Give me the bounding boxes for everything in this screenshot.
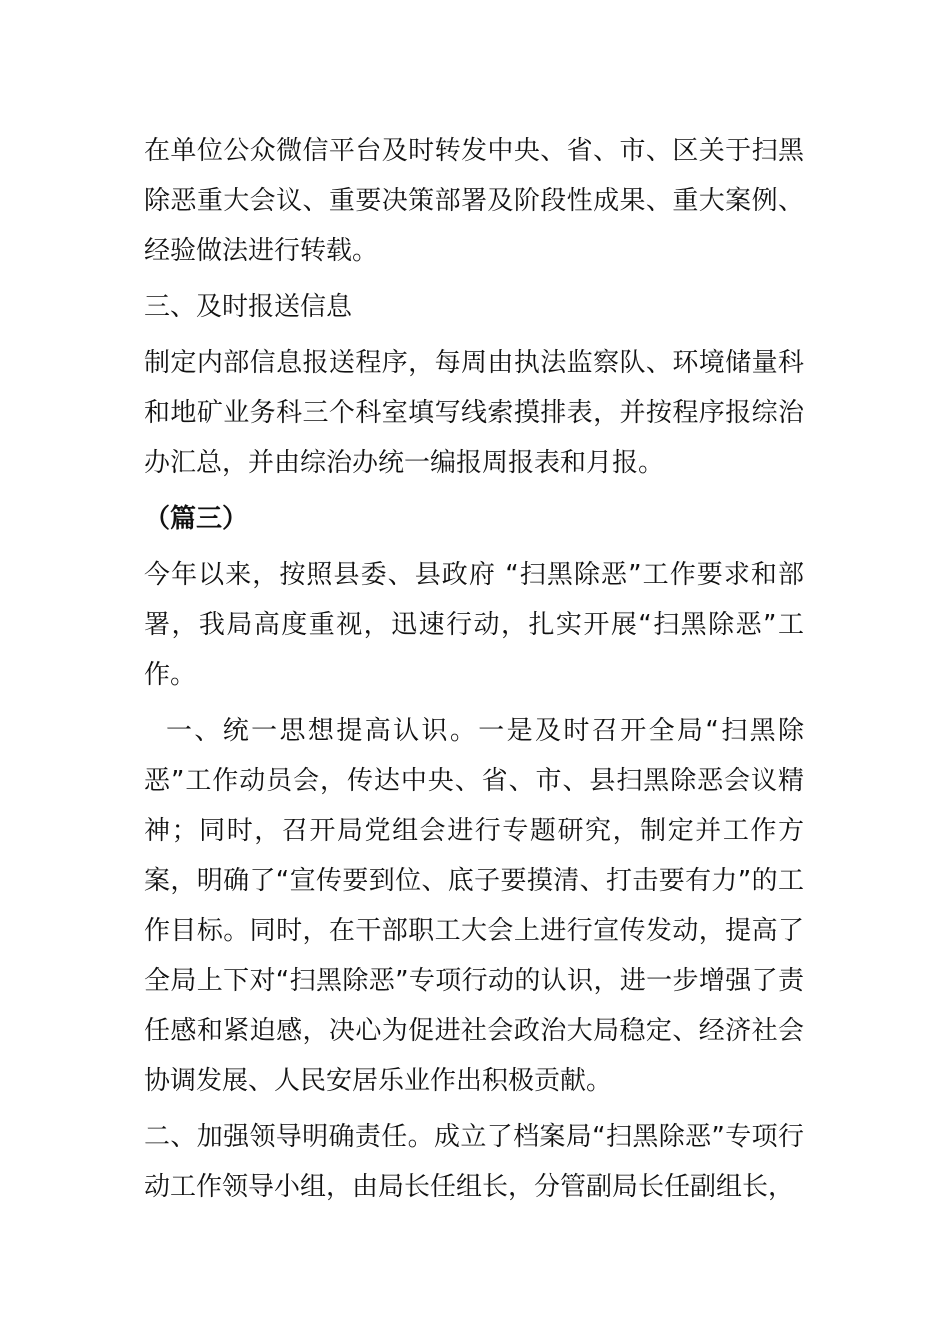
paragraph-report-procedure: 制定内部信息报送程序，每周由执法监察队、环境储量科和地矿业务科三个科室填写线索摸排表，并按程序报综治办汇总，并由综治办统一编报周报表和月报。 — [144, 348, 804, 478]
paragraph-strengthen-leadership: 二、加强领导明确责任。成立了档案局“扫黑除恶”专项行动工作领导小组，由局长任组长，分管副局长任副组长， — [144, 1122, 804, 1202]
paragraph-intro: 今年以来，按照县委、县政府 “扫黑除恶”工作要求和部署，我局高度重视，迅速行动，扎实开展“扫黑除恶”工作。 — [144, 560, 804, 690]
paragraph-wechat-forwarding: 在单位公众微信平台及时转发中央、省、市、区关于扫黑除恶重大会议、重要决策部署及阶段性成果、重大案例、经验做法进行转载。 — [144, 136, 804, 266]
part-heading-three: （篇三） — [144, 504, 249, 534]
paragraph-unify-thinking: 一、统一思想提高认识。一是及时召开全局“扫黑除恶”工作动员会，传达中央、省、市、县扫黑除恶会议精神；同时，召开局党组会进行专题研究，制定并工作方案，明确了“宣传要到位、底子要摸清、打击要有力”的工作目标。同时，在干部职工大会上进行宣传发动，提高了全局上下对“扫黑除恶”专项行动的认识，进一步增强了责任感和紧迫感，决心为促进社会政治大局稳定、经济社会协调发展、人民安居乐业作出积极贡献。 — [144, 716, 804, 1096]
document-body — [144, 126, 804, 1218]
section-heading-report-info: 三、及时报送信息 — [144, 292, 353, 322]
